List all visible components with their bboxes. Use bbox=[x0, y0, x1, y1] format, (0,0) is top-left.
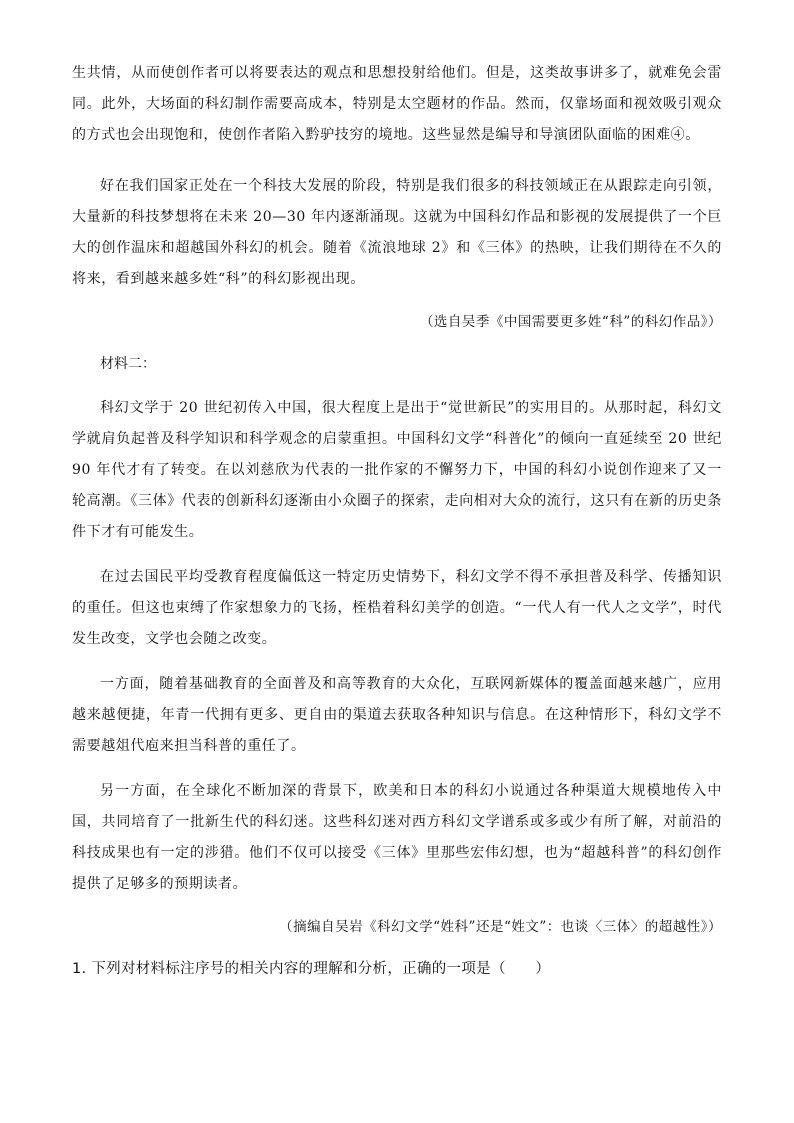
material1-paragraph-last: 好在我们国家正处在一个科技大发展的阶段，特别是我们很多的科技领域正在从跟踪走向引领，大量新的科技梦想将在未来 20—30 年内逐渐涌现。这就为中国科幻作品和影视的发展提供了一个巨大的创作温床和超越国外科幻的机会。随着《流浪地球 2》和《三体》的热映，让我们期待在不久的将来，看到越来越多姓“科”的科幻影视出现。 bbox=[72, 178, 722, 287]
material2-paragraph-1: 科幻文学于 20 世纪初传入中国，很大程度上是出于“觉世新民”的实用目的。从那时起，科幻文学就肩负起普及科学知识和科学观念的启蒙重担。中国科幻文学“科普化”的倾向一直延续至 20 世纪 90 年代才有了转变。在以刘慈欣为代表的一批作家的不懈努力下，中国的科幻小说创作迎来了又一轮高潮。《三体》代表的创新科幻逐渐由小众圈子的探索，走向相对大众的流行，这只有在新的历史条件下才有可能发生。 bbox=[72, 400, 722, 540]
material2-paragraph-4: 另一方面，在全球化不断加深的背景下，欧美和日本的科幻小说通过各种渠道大规模地传入中国，共同培育了一批新生代的科幻迷。这些科幻迷对西方科幻文学谱系或多或少有所了解，对前沿的科技成果也有一定的涉猎。他们不仅可以接受《三体》里那些宏伟幻想，也为“超越科普”的科幻创作提供了足够多的预期读者。 bbox=[72, 783, 722, 892]
material2-source: （摘编自吴岩《科幻文学“姓科”还是“姓文”：也谈〈三体〉的超越性》） bbox=[279, 919, 722, 935]
material2-label: 材料二： bbox=[100, 356, 156, 372]
question-1-stem: 1. 下列对材料标注序号的相关内容的理解和分析，正确的一项是（ ） bbox=[72, 961, 551, 977]
material2-paragraph-2: 在过去国民平均受教育程度偏低这一特定历史情势下，科幻文学不得不承担普及科学、传播知识的重任。但这也束缚了作家想象力的飞扬，桎梏着科幻美学的创造。“一代人有一代人之文学”，时代发生改变，文学也会随之改变。 bbox=[72, 569, 722, 647]
material1-paragraph-continued: 生共情，从而使创作者可以将要表达的观点和思想投射给他们。但是，这类故事讲多了，就难免会雷同。此外，大场面的科幻制作需要高成本，特别是太空题材的作品。然而，仅靠场面和视效吸引观众的方式也会出现饱和，使创作者陷入黔驴技穷的境地。这些显然是编导和导演团队面临的困难④。 bbox=[72, 65, 722, 143]
material2-paragraph-3: 一方面，随着基础教育的全面普及和高等教育的大众化，互联网新媒体的覆盖面越来越广，应用越来越便捷，年青一代拥有更多、更自由的渠道去获取各种知识与信息。在这种情形下，科幻文学不需要越俎代庖来担当科普的重任了。 bbox=[72, 676, 722, 754]
material1-source: （选自吴季《中国需要更多姓“科”的科幻作品》） bbox=[419, 314, 722, 330]
